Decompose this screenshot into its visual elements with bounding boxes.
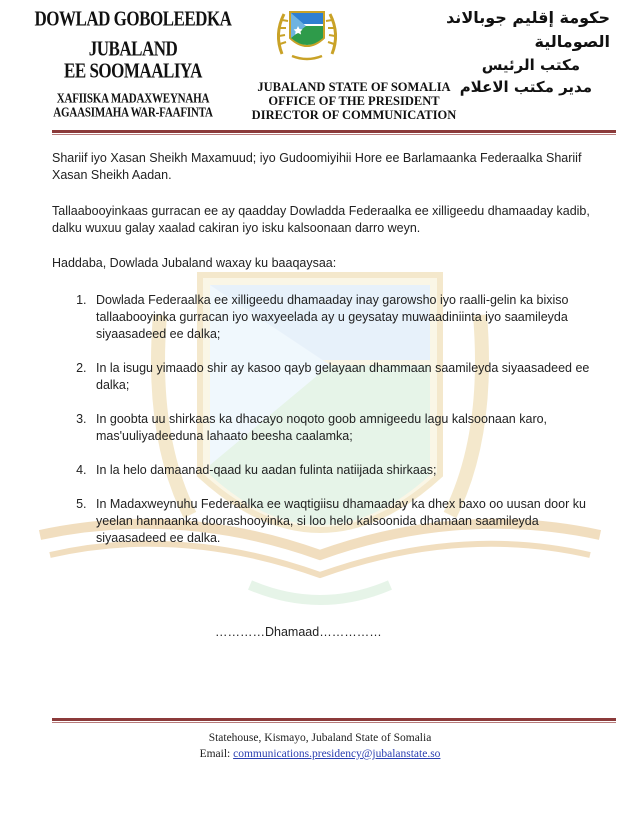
header-divider-thin <box>52 134 616 135</box>
footer-address: Statehouse, Kismayo, Jubaland State of Somalia <box>208 732 432 744</box>
header-english-block <box>234 80 474 122</box>
header-somali-line1: DOWLAD GOBOLEEDKA JUBALAND <box>34 6 232 61</box>
header-somali-line2: EE SOOMAALIYA <box>64 58 202 83</box>
header-arabic-line3: مدير مكتب الاعلام <box>459 78 592 96</box>
footer-divider-thin <box>52 722 616 723</box>
demands-list <box>52 292 612 547</box>
header-arabic-line1: حكومة إقليم جوبالاند الصومالية <box>446 8 610 51</box>
footer-email-label: Email: <box>199 748 234 760</box>
closing-line: …………Dhamaad…………… <box>215 625 382 639</box>
jubaland-coat-of-arms-icon <box>272 4 342 64</box>
list-item: 1. Dowlada Federaalka ee xilligeedu dhamaaday inay garowsho iyo raalli-gelin ka bixiso tallaabooyinka gurracan iyo waxyeelada ay u geysatay muwaadiniinta iyo saamileyda siyaasadeed ee dalka; <box>90 292 612 343</box>
list-item: 3. In goobta uu shirkaas ka dhacayo noqoto goob amnigeedu lagu kalsoonaan karo, mas'uuliyadeeduna lahaato beesha caalamka; <box>90 411 612 445</box>
letter-body <box>52 150 612 564</box>
footer <box>0 730 640 762</box>
footer-divider <box>52 718 616 721</box>
header-somali-block <box>28 6 238 121</box>
header-arabic-line2: مكتب الرئيس <box>481 56 580 74</box>
header-english-line3: DIRECTOR OF COMMUNICATION <box>251 108 457 122</box>
header-english-line2: OFFICE OF THE PRESIDENT <box>268 94 440 108</box>
footer-email-line <box>0 746 640 762</box>
body-paragraph-2: Tallaabooyinkaas gurracan ee ay qaadday Dowladda Federaalka ee xilligeedu dhamaaday kadib, dalku wuxuu galay xaalad cakiran iyo isku kalsoonaan darro weyn. <box>52 204 590 235</box>
list-item: 4. In la helo damaanad-qaad ku aadan fulinta natiijada shirkaas; <box>90 462 612 479</box>
list-item: 5. In Madaxweynuhu Federaalka ee waqtigiisu dhamaaday ka dhex baxo oo uusan door ku yeelan hannaanka doorashooyinka, si loo helo kalsoonida dhamaan saamileyda siyaasadeed ee dalka. <box>90 496 612 547</box>
header-somali-line3: XAFIISKA MADAXWEYNAHA <box>56 91 210 107</box>
header-divider <box>52 130 616 133</box>
body-paragraph-1: Shariif iyo Xasan Sheikh Maxamuud; iyo Gudoomiyihii Hore ee Barlamaanka Federaalka Shariif Xasan Sheikh Aadan. <box>52 151 582 182</box>
footer-email-link[interactable]: communications.presidency@jubalanstate.so <box>233 748 441 760</box>
body-paragraph-3: Haddaba, Dowlada Jubaland waxay ku baaqaysaa: <box>52 256 337 270</box>
list-item: 2. In la isugu yimaado shir ay kasoo qayb gelayaan dhammaan saamileyda siyaasadeed ee dalka; <box>90 360 612 394</box>
header-somali-line4: AGAASIMAHA WAR-FAAFINTA <box>53 105 213 121</box>
header-english-line1: JUBALAND STATE OF SOMALIA <box>257 80 451 94</box>
